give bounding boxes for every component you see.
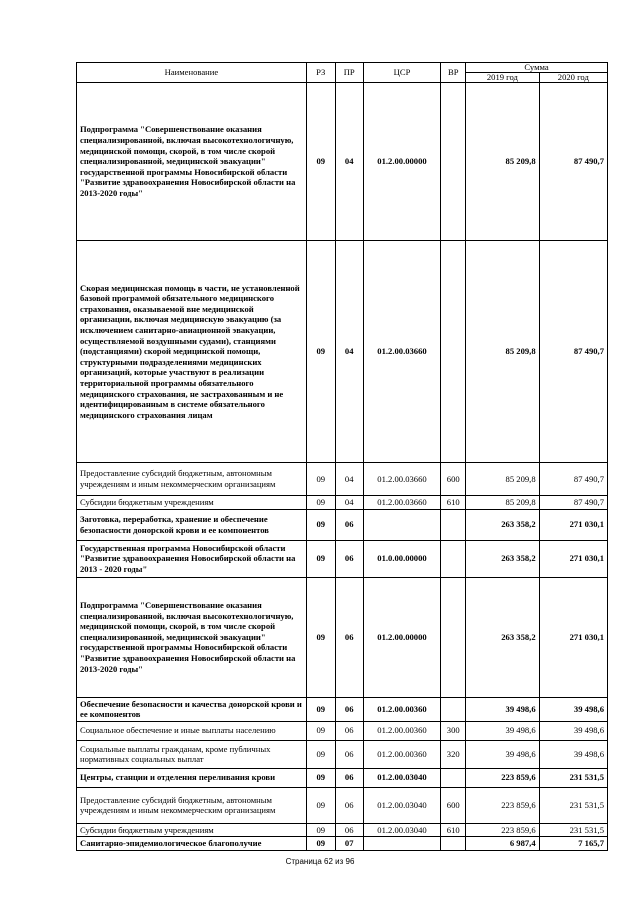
header-rz: РЗ xyxy=(306,63,335,83)
row-csr: 01.2.00.03660 xyxy=(363,463,441,496)
row-pr: 06 xyxy=(335,697,363,721)
table-row xyxy=(77,823,608,837)
table-row xyxy=(77,540,608,577)
row-sum-2019: 223 859,6 xyxy=(466,823,539,837)
row-vr: 320 xyxy=(441,740,466,768)
row-pr: 04 xyxy=(335,83,363,241)
row-sum-2020: 87 490,7 xyxy=(539,241,607,463)
row-csr: 01.2.00.00360 xyxy=(363,697,441,721)
row-vr: 300 xyxy=(441,721,466,740)
row-vr xyxy=(441,241,466,463)
row-name: Субсидии бюджетным учреждениям xyxy=(77,823,307,837)
row-name: Предоставление субсидий бюджетным, автономным учреждениям и иным некоммерческим организациям xyxy=(77,463,307,496)
table-row xyxy=(77,837,608,851)
row-sum-2019: 6 987,4 xyxy=(466,837,539,851)
table-row xyxy=(77,463,608,496)
table-row xyxy=(77,697,608,721)
table-row xyxy=(77,721,608,740)
row-csr xyxy=(363,837,441,851)
row-sum-2019: 85 209,8 xyxy=(466,463,539,496)
table-row xyxy=(77,768,608,787)
row-rz: 09 xyxy=(306,721,335,740)
row-sum-2019: 39 498,6 xyxy=(466,697,539,721)
table-row xyxy=(77,787,608,823)
row-name: Скорая медицинская помощь в части, не установленной базовой программой обязательного медицинского страхования, оказываемой вне медицинской организации, включая медицинскую эвакуацию (за исключением санитарно-авиационной эвакуации, осуществляемой воздушными судами), станциями (подстанциями) скорой медицинской помощи, структурными подразделениями медицинских организаций, которые участвуют в реализации территориальной программы обязательного медицинского страхования, не застрахованным и не идентифицированным в системе обязательного медицинского страхования лицам xyxy=(77,241,307,463)
row-name: Подпрограмма "Совершенствование оказания специализированной, включая высокотехнологичную, медицинской помощи, скорой, в том числе скорой специализированной, медицинской эвакуации" государственной программы Новосибирской области "Развитие здравоохранения Новосибирской области на 2013-2020 годы" xyxy=(77,83,307,241)
row-rz: 09 xyxy=(306,496,335,510)
row-rz: 09 xyxy=(306,787,335,823)
row-rz: 09 xyxy=(306,241,335,463)
row-rz: 09 xyxy=(306,697,335,721)
row-name: Социальные выплаты гражданам, кроме публичных нормативных социальных выплат xyxy=(77,740,307,768)
row-vr xyxy=(441,83,466,241)
row-csr xyxy=(363,509,441,540)
row-sum-2019: 223 859,6 xyxy=(466,768,539,787)
row-pr: 06 xyxy=(335,740,363,768)
row-sum-2019: 39 498,6 xyxy=(466,740,539,768)
row-csr: 01.2.00.00360 xyxy=(363,721,441,740)
header-pr: ПР xyxy=(335,63,363,83)
row-sum-2019: 263 358,2 xyxy=(466,509,539,540)
row-sum-2020: 231 531,5 xyxy=(539,823,607,837)
header-2019: 2019 год xyxy=(466,73,539,83)
row-vr xyxy=(441,577,466,697)
row-pr: 04 xyxy=(335,463,363,496)
header-row xyxy=(77,63,608,73)
row-name: Субсидии бюджетным учреждениям xyxy=(77,496,307,510)
row-sum-2019: 263 358,2 xyxy=(466,540,539,577)
row-pr: 06 xyxy=(335,540,363,577)
row-sum-2019: 85 209,8 xyxy=(466,241,539,463)
row-sum-2020: 7 165,7 xyxy=(539,837,607,851)
row-sum-2019: 39 498,6 xyxy=(466,721,539,740)
row-sum-2020: 39 498,6 xyxy=(539,697,607,721)
row-rz: 09 xyxy=(306,823,335,837)
row-csr: 01.2.00.00360 xyxy=(363,740,441,768)
row-rz: 09 xyxy=(306,837,335,851)
row-name: Заготовка, переработка, хранение и обеспечение безопасности донорской крови и ее компонентов xyxy=(77,509,307,540)
row-sum-2020: 271 030,1 xyxy=(539,509,607,540)
row-name: Обеспечение безопасности и качества донорской крови и ее компонентов xyxy=(77,697,307,721)
row-sum-2019: 263 358,2 xyxy=(466,577,539,697)
row-csr: 01.2.00.03660 xyxy=(363,241,441,463)
row-pr: 06 xyxy=(335,721,363,740)
row-csr: 01.2.00.03040 xyxy=(363,823,441,837)
row-sum-2020: 39 498,6 xyxy=(539,721,607,740)
row-csr: 01.2.00.03660 xyxy=(363,496,441,510)
row-vr xyxy=(441,837,466,851)
row-sum-2020: 87 490,7 xyxy=(539,496,607,510)
row-rz: 09 xyxy=(306,740,335,768)
table-row xyxy=(77,740,608,768)
row-csr: 01.2.00.00000 xyxy=(363,83,441,241)
row-pr: 06 xyxy=(335,823,363,837)
row-sum-2020: 87 490,7 xyxy=(539,463,607,496)
row-sum-2020: 271 030,1 xyxy=(539,577,607,697)
row-sum-2020: 39 498,6 xyxy=(539,740,607,768)
row-sum-2020: 231 531,5 xyxy=(539,787,607,823)
row-rz: 09 xyxy=(306,577,335,697)
row-sum-2020: 87 490,7 xyxy=(539,83,607,241)
row-pr: 04 xyxy=(335,496,363,510)
row-vr: 600 xyxy=(441,787,466,823)
header-name: Наименование xyxy=(77,63,307,83)
table-row xyxy=(77,577,608,697)
row-vr xyxy=(441,768,466,787)
row-csr: 01.2.00.03040 xyxy=(363,787,441,823)
row-name: Предоставление субсидий бюджетным, автономным учреждениям и иным некоммерческим организациям xyxy=(77,787,307,823)
budget-table xyxy=(76,62,608,851)
row-vr: 600 xyxy=(441,463,466,496)
row-name: Подпрограмма "Совершенствование оказания специализированной, включая высокотехнологичную, медицинской помощи, скорой, в том числе скорой специализированной, медицинской эвакуации" государственной программы Новосибирской области "Развитие здравоохранения Новосибирской области на 2013-2020 годы" xyxy=(77,577,307,697)
row-pr: 06 xyxy=(335,509,363,540)
row-pr: 07 xyxy=(335,837,363,851)
row-pr: 06 xyxy=(335,577,363,697)
row-vr xyxy=(441,697,466,721)
row-sum-2019: 85 209,8 xyxy=(466,83,539,241)
row-pr: 06 xyxy=(335,768,363,787)
row-vr: 610 xyxy=(441,823,466,837)
row-vr xyxy=(441,540,466,577)
row-rz: 09 xyxy=(306,83,335,241)
header-vr: ВР xyxy=(441,63,466,83)
header-csr: ЦСР xyxy=(363,63,441,83)
header-sum: Сумма xyxy=(466,63,608,73)
row-rz: 09 xyxy=(306,540,335,577)
row-csr: 01.2.00.00000 xyxy=(363,577,441,697)
row-sum-2019: 85 209,8 xyxy=(466,496,539,510)
row-rz: 09 xyxy=(306,768,335,787)
row-name: Санитарно-эпидемиологическое благополучие xyxy=(77,837,307,851)
row-vr xyxy=(441,509,466,540)
row-pr: 06 xyxy=(335,787,363,823)
table-row xyxy=(77,83,608,241)
row-name: Государственная программа Новосибирской области "Развитие здравоохранения Новосибирской области на 2013 - 2020 годы" xyxy=(77,540,307,577)
page-number: Страница 62 из 96 xyxy=(285,857,355,866)
row-rz: 09 xyxy=(306,463,335,496)
row-name: Социальное обеспечение и иные выплаты населению xyxy=(77,721,307,740)
row-vr: 610 xyxy=(441,496,466,510)
row-pr: 04 xyxy=(335,241,363,463)
row-name: Центры, станции и отделения переливания крови xyxy=(77,768,307,787)
row-sum-2019: 223 859,6 xyxy=(466,787,539,823)
table-row xyxy=(77,241,608,463)
row-rz: 09 xyxy=(306,509,335,540)
row-csr: 01.2.00.03040 xyxy=(363,768,441,787)
row-csr: 01.0.00.00000 xyxy=(363,540,441,577)
row-sum-2020: 271 030,1 xyxy=(539,540,607,577)
header-2020: 2020 год xyxy=(539,73,607,83)
table-row xyxy=(77,496,608,510)
table-row xyxy=(77,509,608,540)
row-sum-2020: 231 531,5 xyxy=(539,768,607,787)
